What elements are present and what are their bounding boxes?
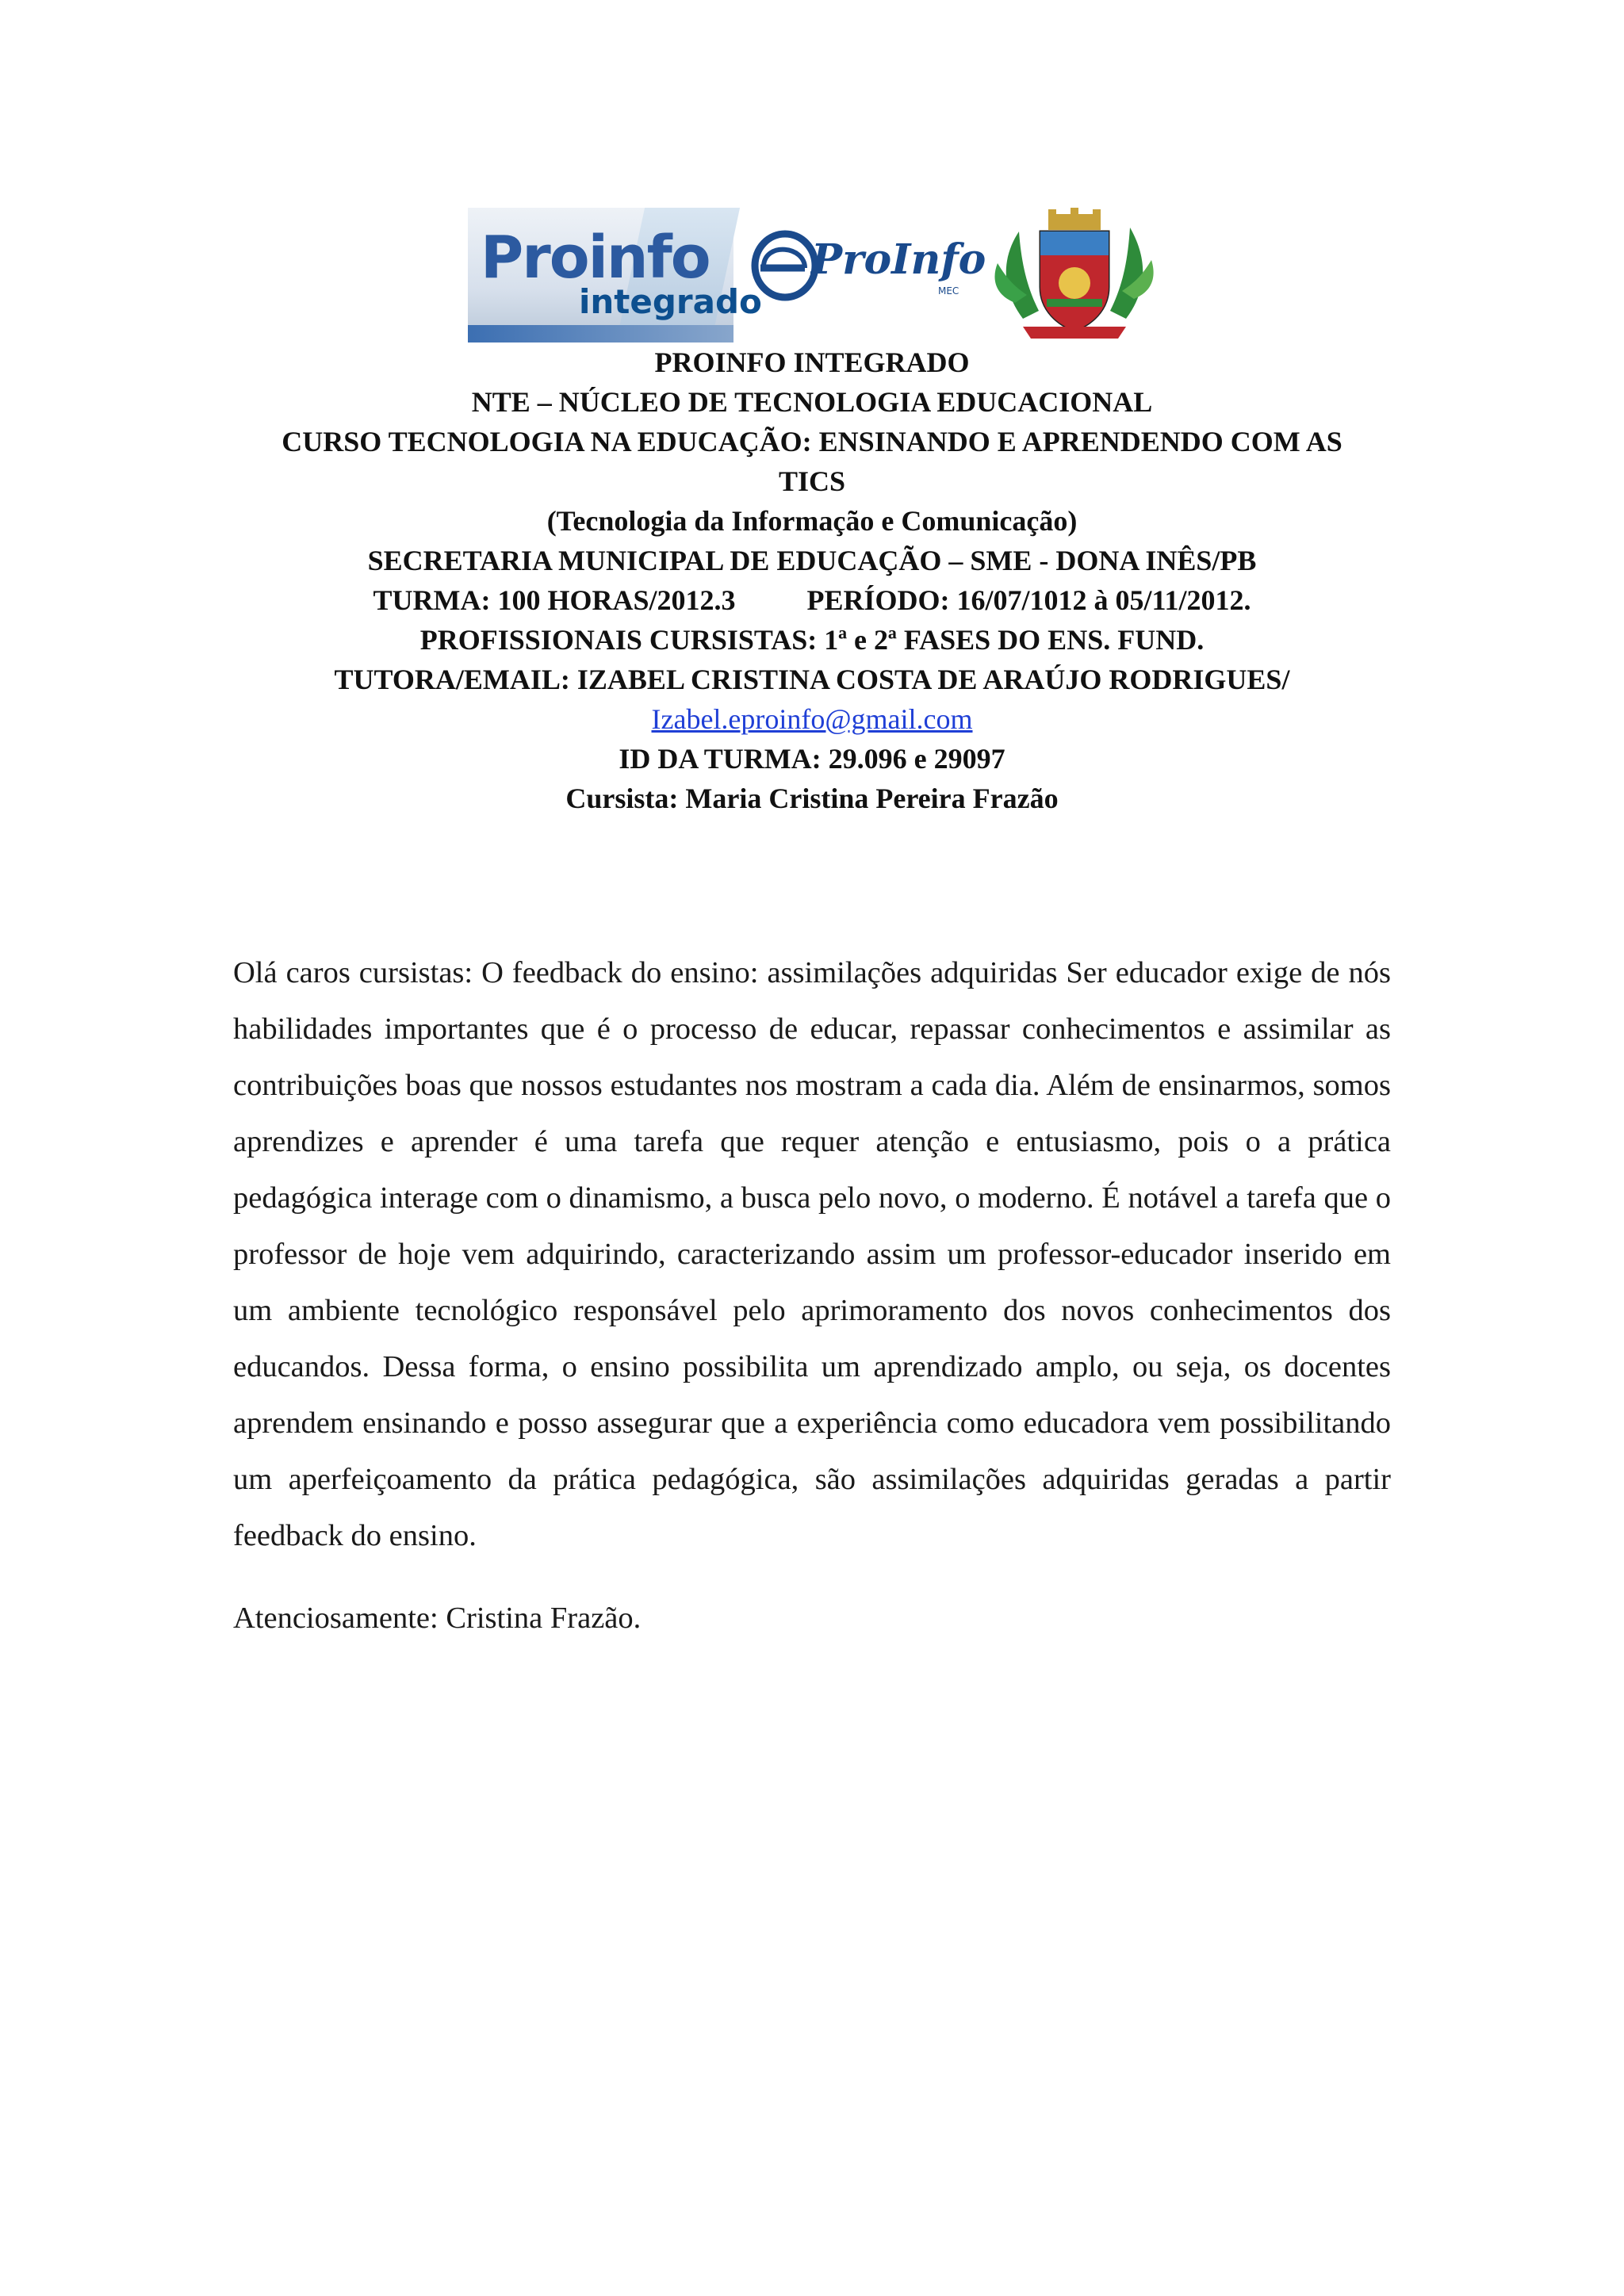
eproinfo-logo — [749, 222, 987, 317]
mec-label: MEC — [938, 285, 959, 297]
header-turma: TURMA: 100 HORAS/2012.3 — [373, 584, 736, 616]
header-tutora: TUTORA/EMAIL: IZABEL CRISTINA COSTA DE ARAÚJO RODRIGUES/ — [334, 664, 1290, 695]
document-header — [190, 342, 1434, 818]
header-title: PROINFO INTEGRADO — [654, 346, 970, 378]
header-periodo: PERÍODO: 16/07/1012 à 05/11/2012. — [806, 584, 1251, 616]
header-turma-periodo — [190, 580, 1434, 620]
body-paragraph: Olá caros cursistas: O feedback do ensino: assimilações adquiridas Ser educador exige de nós habilidades importantes que é o processo de educar, repassar conhecimentos e assimilar as contribuições boas que nossos estudantes nos mostram a cada dia. Além de ensinarmos, somos aprendizes e aprender é uma tarefa que requer atenção e entusiasmo, pois o a prática pedagógica interage com o dinamismo, a busca pelo novo, o moderno. É notável a tarefa que o professor de hoje vem adquirindo, caracterizando assim um professor-educador inserido em um ambiente tecnológico responsável pelo aprimoramento dos novos conhecimentos dos educandos. Dessa forma, o ensino possibilita um aprendizado amplo, ou seja, os docentes aprendem ensinando e posso assegurar que a experiência como educadora vem possibilitando um aperfeiçoamento da prática pedagógica, são assimilações adquiridas geradas a partir feedback do ensino. — [233, 956, 1391, 1552]
integrado-logo-word: integrado — [579, 282, 762, 321]
tutor-email-link[interactable]: Izabel.eproinfo@gmail.com — [651, 703, 973, 735]
municipal-crest-icon — [991, 208, 1158, 342]
header-course: CURSO TECNOLOGIA NA EDUCAÇÃO: ENSINANDO E APRENDENDO COM AS — [282, 426, 1342, 457]
header-profissionais: PROFISSIONAIS CURSISTAS: 1ª e 2ª FASES DO ENS. FUND. — [419, 624, 1205, 656]
header-id-turma: ID DA TURMA: 29.096 e 29097 — [619, 743, 1005, 775]
header-course-cont: TICS — [778, 465, 846, 497]
eproinfo-e-icon — [749, 222, 821, 309]
header-secretaria: SECRETARIA MUNICIPAL DE EDUCAÇÃO – SME - DONA INÊS/PB — [367, 545, 1257, 576]
closing-signature: Atenciosamente: Cristina Frazão. — [233, 1601, 642, 1635]
proinfo-integrado-logo — [468, 208, 762, 342]
proinfo-logo-word: Proinfo — [481, 224, 710, 292]
eproinfo-logo-word: ProInfo — [811, 235, 986, 284]
header-nte: NTE – NÚCLEO DE TECNOLOGIA EDUCACIONAL — [471, 386, 1153, 418]
header-cursista: Cursista: Maria Cristina Pereira Frazão — [565, 783, 1059, 814]
logo-stripe — [468, 325, 733, 342]
header-subtitle: (Tecnologia da Informação e Comunicação) — [546, 505, 1078, 537]
